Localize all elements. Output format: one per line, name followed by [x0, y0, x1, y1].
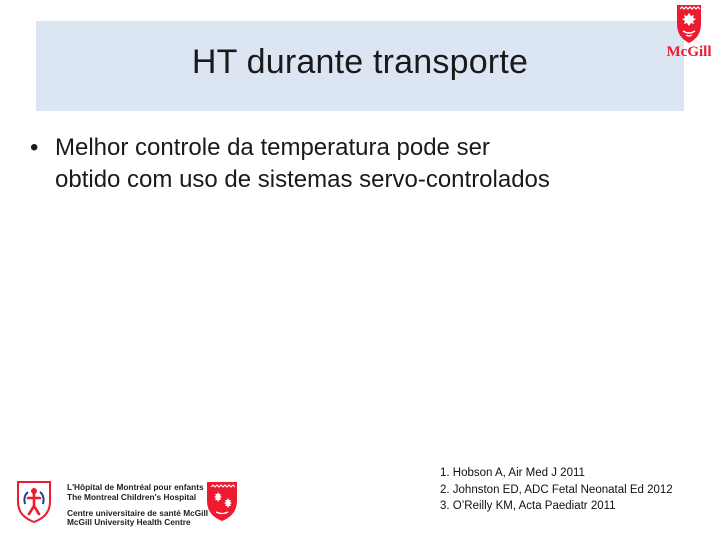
health-centre-name-fr: Centre universitaire de santé McGill — [67, 507, 209, 518]
hospital-name-en: The Montreal Children's Hospital — [67, 491, 197, 502]
slide-title-banner — [36, 21, 684, 111]
childrens-hospital-emblem-icon — [14, 478, 54, 524]
slide-title: HT durante transporte — [191, 42, 529, 81]
mcgill-wordmark: McGill — [666, 44, 712, 60]
hospital-name-fr: L'Hôpital de Montréal pour enfants — [67, 482, 204, 492]
mcgill-logo — [660, 2, 718, 64]
bullet-line-2: obtido com uso de sistemas servo-controlados — [55, 166, 550, 193]
references-list — [440, 465, 710, 515]
muhc-crest-icon — [204, 479, 240, 523]
hospital-name-block — [67, 483, 217, 528]
bullet-text — [55, 132, 700, 196]
bullet-line-1: Melhor controle da temperatura pode ser — [55, 134, 490, 161]
hospital-logo — [14, 478, 274, 526]
reference-item: 2. Johnston ED, ADC Fetal Neonatal Ed 2012 — [440, 483, 673, 496]
bullet-dot: • — [30, 134, 39, 161]
health-centre-name-en: McGill University Health Centre — [67, 517, 191, 528]
reference-item: 1. Hobson A, Air Med J 2011 — [440, 467, 585, 479]
mcgill-crest-icon — [660, 2, 718, 46]
bullet-item — [30, 132, 700, 196]
reference-item: 3. O’Reilly KM, Acta Paediatr 2011 — [440, 500, 616, 512]
